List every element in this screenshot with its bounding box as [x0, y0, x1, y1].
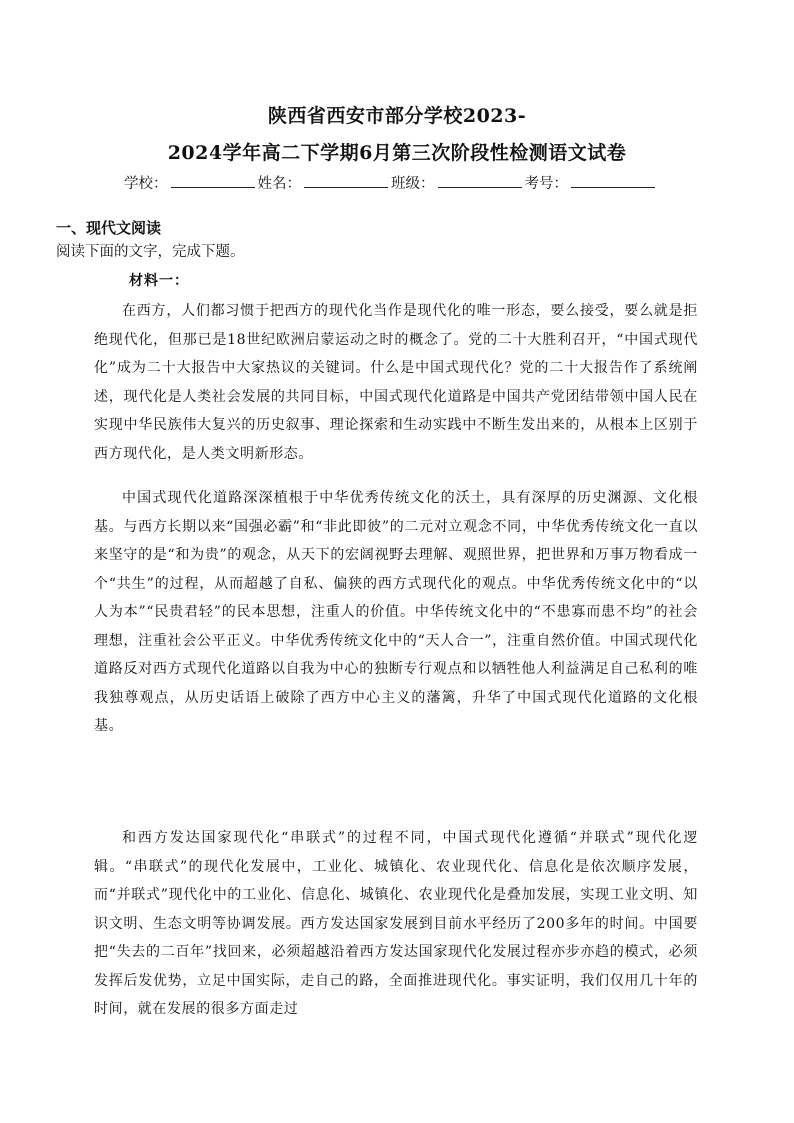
school-blank: [171, 174, 255, 188]
class-label: 班级：: [391, 176, 435, 192]
exam-title-line1: 陕西省西安市部分学校2023-: [267, 105, 527, 127]
material-label: 材料一：: [129, 273, 189, 289]
exam-title-line2: 2024学年高二下学期6月第三次阶段性检测语文试卷: [167, 142, 627, 164]
passage-paragraph-1: [94, 297, 698, 468]
paragraph-text: 和西方发达国家现代化“串联式”的过程不同，中国式现代化遵循“并联式”现代化逻辑。“串联式”的现代化发展中，工业化、城镇化、农业现代化、信息化是依次顺序发展，而“并联式”现代化中的工业化、信息化、城镇化、农业现代化是叠加发展，实现工业文明、知识文明、生态文明等协调发展。西方发达国家发展到目前水平经历了200多年的时间。中国要把“失去的二百年”找回来，必须超越沿着西方发达国家现代化发展过程亦步亦趋的模式，必须发挥后发优势，立足中国实际，走自己的路，全面推进现代化。事实证明，我们仅用几十年的时间，就在发展的很多方面走过: [94, 830, 698, 1017]
exam-number-label: 考号：: [524, 176, 568, 192]
exam-number-blank: [571, 174, 655, 188]
section-heading: 一、现代文阅读: [56, 219, 162, 237]
class-blank: [438, 174, 522, 188]
name-blank: [304, 174, 388, 188]
reading-instruction: 阅读下面的文字，完成下题。: [56, 244, 245, 260]
paragraph-text: 在西方，人们都习惯于把西方的现代化当作是现代化的唯一形态，要么接受，要么就是拒绝现代化，但那已是18世纪欧洲启蒙运动之时的概念了。党的二十大胜利召开，“中国式现代化”成为二十大报告中大家热议的关键词。什么是中国式现代化？党的二十大报告作了系统阐述，现代化是人类社会发展的共同目标，中国式现代化道路是中国共产党团结带领中国人民在实现中华民族伟大复兴的历史叙事、理论探索和生动实践中不断生发出来的，从根本上区别于西方现代化，是人类文明新形态。: [94, 303, 698, 462]
student-info-row: [124, 172, 658, 193]
name-label: 姓名：: [257, 176, 301, 192]
school-label: 学校：: [124, 176, 168, 192]
paragraph-text: 中国式现代化道路深深植根于中华优秀传统文化的沃土，具有深厚的历史渊源、文化根基。与西方长期以来“国强必霸”和“非此即彼”的二元对立观念不同，中华优秀传统文化一直以来坚守的是“和为贵”的观念，从天下的宏阔视野去理解、观照世界，把世界和万事万物看成一个“共生”的过程，从而超越了自私、偏狭的西方式现代化的观点。中华优秀传统文化中的“以人为本”“民贵君轻”的民本思想，注重人的价值。中华传统文化中的“不患寡而患不均”的社会理想，注重社会公平正义。中华优秀传统文化中的“天人合一”，注重自然价值。中国式现代化道路反对西方式现代化道路以自我为中心的独断专行观点和以牺牲他人利益满足自己私利的唯我独尊观点，从历史话语上破除了西方中心主义的藩篱，升华了中国式现代化道路的文化根基。: [94, 490, 698, 734]
passage-paragraph-3: [94, 824, 698, 1024]
passage-paragraph-2: [94, 484, 698, 741]
